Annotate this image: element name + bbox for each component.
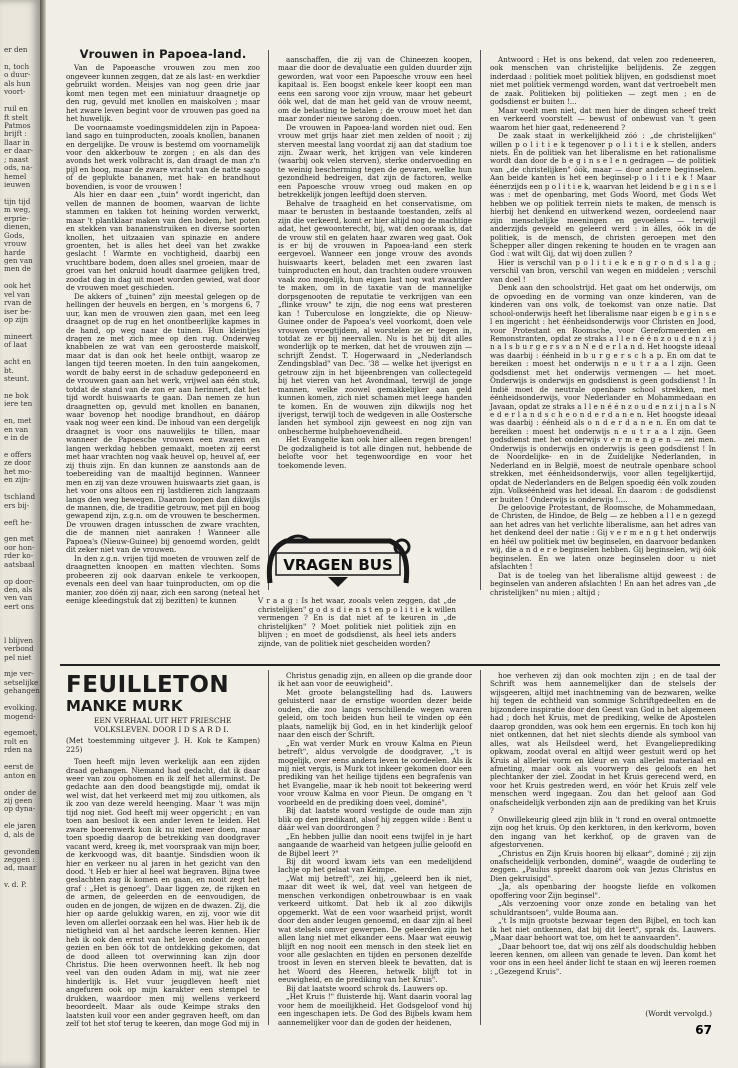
previous-page-line: en zijn-	[4, 475, 31, 485]
vragenbus-logo	[258, 527, 418, 593]
story-paragraph: „En hebben jullie dan nooit eens twijfel in je hart aangaande de waarheid van hetgeen jullie geloofd en de Bijbel leert ?"	[278, 831, 472, 858]
previous-page-line: e offers	[4, 450, 32, 459]
article-paragraph: Behalve de traagheid en het conservatisme, om maar te berusten in bestaande toestanden, zelfs al zijn die verkeerd, komt er hier altijd nog de machtige adat, het gewoonterecht, bij, wat den ooraak is, dat de vrouw stil en gelaten haar zwaren weg gaat. Ook is er bij de vrouwen in Papoea-land een sterk eergevoel. Wanneer een jonge vrouw des avonds huiswaarts keert, beladen met een zwaren last tuinproducten en hout, dan trachten oudere vrouwen vaak zoo mogelijk, hun eigen last nog wat zwaarder te maken, om in de taxatie van de mannelijke dorpsgenooten de reputatie te verkrijgen van een „flinke vrouw" te zijn, die nog eens wat presteren kan ! Tuberculose en longziekte, die op Nieuw-Guinee onder de Papoea's veel voorkomt, doen vele vrouwen vroegtijdem, al worstelen ze er tegen in, totdat ze er bij neervallen. Nu is het bij dit alles wonderlijk op te merken, dat het de vrouwen zijn — schrijft Zendst. T. Hogerwaard in „Nederlandsch Zendingsblad" van Dec. '38 — welke het ijverigst en getrouw zijn in het bijeenbrengen van collectegeld bij het vieren van het Avondmaal, terwijl de jonge mannen, welke zoowel gemakkelijker aan geld kunnen komen, zich niet schamen met leege handen te komen. En de wouwen zijn dikwijls nog het ijverigst, terwijl toch de wedgeven in alle Oostersche landen het symbool zijn geweest en nog zijn van onbescherme hulpbehoevendheid.	[278, 198, 472, 436]
previous-page-line: als hun	[4, 78, 31, 88]
previous-page-line: eerst de	[4, 762, 34, 772]
previous-page-line: eeft he-	[4, 517, 32, 527]
previous-page-line	[4, 611, 40, 619]
column-rule	[480, 670, 481, 1025]
previous-page-line: ers bij-	[4, 500, 30, 510]
previous-page-line: er den	[4, 45, 28, 54]
previous-page-line: op dyna-	[4, 804, 36, 814]
previous-page-line: steunt.	[4, 374, 30, 384]
story-paragraph: Bij dat laatste woord vestigde de oude man zijn blik op den predikant, alsof hij zeggen wilde : Bent u dáár wel van doordrongen ?	[278, 806, 472, 833]
previous-page-line: mogend-	[4, 711, 36, 721]
answer-paragraph: Maar voelt men niet, dat men hier de dingen scheef trekt en verkeerd voorstelt — bewust of onbewust van 't geen waarom het hier gaat, redeneerend ?	[490, 105, 716, 132]
previous-page-line: ad, maar	[4, 863, 37, 873]
story-subtitle: EEN VERHAAL UIT HET FRIESCHE VOLKSLEVEN. DOOR I D S A R D I.	[94, 716, 232, 734]
previous-page-line: zeggen :	[4, 855, 35, 864]
story-paragraph: Christus genadig zijn, en alleen op die grande door ik het aan voor de eeuwigheid".	[278, 671, 472, 689]
story-paragraph: Toen heeft mijn leven werkelijk aan een zijden draad gehangen. Niemand had gedacht, dat ik daar weer van zou ophomen en ik zelf het allerminst. De gedachte aan den dood beangstigde mij, omdat ik wel wist, dat het verkeerd met mij zou uitkomen, als ik zoo van deze wereld heenging. Maar 't was mijn tijd nog niet. God heeft mij weer opgericht ; en van toen aan besloot ik een ander leven te leiden. Het zware boerenwerk kon ik nu niet meer doen, maar toen spoedig daarop de betrekking van doodgraver vacant werd, kreeg ik, met voorspraak van mijn boer, de kerkvoogd was, dit baantje. Sindsdien woon ik hier en verkeer nu al jaren in het gezicht van den dood. 't Heb er hier al heel wat begraven. Bijna twee geslachten zag ik komen en gaan, en nooit zegt het graf : „Het is genoeg". Daar liggen ze, de rijken en de armen, de geleerden en de eenvoudigen, de ouden en de jongen, de wijzen en de dwazen. Zij, die hier op aarde gelukkig waren, en zij, voor wie dit leven om allerlei oorzaak een hel was. Hier heb ik de nietigheid van al het aardsche leeren kennen. Hier heb ik ook den ernst van het leven onder de oogen gezien en ben óók tot de ontdekking gekomen, dat de dood alleen tot overwinning kan zijn door Christus. Die heen overwonnen heeft. Ik heb nog veel van den ouden Adam in mij, wat nie zeer hinderlijk is. Het vuur jeugdleven heeft niet angefuren ook op mijn karakter een stempel te drukken, waardoor men mij wellens verkeerd beoordeelt. Maar als oude Keimpe straks den laatsten kuil voor een ander gegraven heeft, om dan zelf tot het stof terug te keeren, dan moge God mij in	[66, 757, 260, 1029]
previous-page-line: d, als de	[4, 829, 35, 839]
previous-page-line: v. d. P.	[4, 880, 27, 890]
previous-page-line: anton en	[4, 770, 36, 780]
previous-page-line: tschland	[4, 492, 36, 502]
previous-page-line: ods, na-	[4, 163, 33, 173]
previous-page-line: gehangen	[4, 686, 40, 696]
previous-page-line	[4, 620, 40, 628]
story-paragraph: „Ja, als openbaring der hoogste liefde en volkomen opoffering voor Zijn beginsel".	[490, 882, 716, 900]
answer-paragraph: Denk aan den schoolstrijd. Het gaat om het onderwijs, om de opvoeding en de vorming van onze kinderen, van de kinderen van ons volk, de toekomst van onze natie. Dat school-onderwijs heeft het liberalisme naar eigen b e g i n s e l en ingericht : het éénheidsonderwijs voor Christen en Jood, voor Protestant en Roomsche, voor Gereformeerden en Remonstranten, opdat ze straks a l l e n é é n z o u d e n z i j n a l s b u r g e r s v a n N e d e r l a n d. Het hoogste ideaal was daarbij : éénheid in b u r g e r s c h a p. En om dat te bereiken : moest het onderwijs n e u t r a a l zijn. Geen godsdienst met het onderwijs vermengen — het moet. Onderwijs is onderwijs en godsdienst is geen godsdienst ! In Indië moet de neutrale openbare school strekken, met éénheidsonderwijs, voor Nederlander en Mohammedaan en Javaan, opdat ze straks a l l e n é é n z o u d e n z i j n a l s N e d e r l a n d s c h e o n d e r d a n e n. Het hoogste ideaal was daarbij : éénheid als o n d e r d a n e n. En om dat te bereiken : moest het onderwijs n e u t r a a l zijn. Geen godsdienst met het onderwijs v e r m e n g e n — zei men. Onderwijs is onderwijs en onderwijs is geen godsdienst ! In de Noordelijke- en in de Zuidelijke Nederlanden, in Nederland en in België, moest de neutrale openbare school strekken, met éénheidsonderwijs, voor allen tegelijkertijd, opdat de Nederlanders en de Belgen spoedig één volk zouden zijn. Volkséénheid was het ideaal. En daarom : de godsdienst er buiten ! Onderwijs is onderwijs !....	[490, 283, 716, 504]
vragenbus-question	[258, 597, 456, 649]
previous-page-line: Patmos	[4, 120, 31, 130]
previous-page-line: vel van	[4, 289, 30, 299]
previous-page-line: tijn tijd	[4, 196, 31, 206]
magazine-page	[46, 0, 738, 1068]
vragenbus-logo-text: VRAGEN BUS	[283, 556, 393, 574]
previous-page-line: oor hon-	[4, 542, 35, 552]
previous-page-line: dienen,	[4, 222, 31, 232]
previous-page-line: op door-	[4, 576, 35, 586]
previous-page-line: rden na	[4, 745, 33, 755]
previous-page-line: o duur-	[4, 70, 31, 80]
previous-page-line: eert ons	[4, 601, 34, 611]
previous-page-line: l blijven	[4, 635, 33, 645]
answer-paragraph: Hier is verschil van p o l i t i e k e n g r o n d s l a g ; verschil van bron, verschil van wegen en middelen ; verschil van doel !	[490, 257, 716, 284]
previous-page-line: iere ten	[4, 399, 33, 409]
section-rule	[60, 664, 720, 666]
previous-page-line: rvan de	[4, 298, 32, 308]
story-paragraph: „'t Is mijn grootste bezwaar tegen den Bijbel, en toch kan ik het niet ontkennen, dat bij dit leert", sprak ds. Lauwers. „Maar daar behoort wat toe, om het te aanvaarden".	[490, 916, 716, 943]
previous-page-line: harde	[4, 247, 26, 257]
previous-page-text	[0, 0, 40, 890]
feuilleton-column-1	[66, 672, 260, 1038]
story-paragraph: Onwillekeurig gleed zijn blik in 't rond en overal ontmoette zijn oog het kruis. Op den kerktoren, in den kerkvorm, boven den ingang van het kerkhof, op de graven van de afgestorvenen.	[490, 814, 716, 850]
answer-column	[490, 56, 716, 652]
previous-page-line: er daar-	[4, 146, 34, 156]
publisher-note: (Met toestemming uitgever J. H. Kok te Kampen) 225)	[66, 736, 260, 754]
article-paragraph: In den z.g.n. vrijen tijd moeten de vrouwen zelf de draagnetten knoopen en matten vlechten. Soms probeeren zij ook daarvan enkele te verkoopen, evenals een deel van haar tuinproducten, om op die manier, zoo dóén zij naar, zich een sarong (neteal het eenige kleedingstuk dat zij bezitten) te kunnen	[66, 553, 260, 605]
previous-page-line: egemoet,	[4, 728, 38, 738]
previous-page-line: pel niet	[4, 652, 32, 662]
previous-page-line: zij geen	[4, 795, 33, 805]
answer-paragraph: Dat is de toeleg van het liberalisme altijd geweest : de beginselen van anderen afslachten ! En aan het adres van „de christelijken" nu mien ; altijd ;	[490, 570, 716, 597]
previous-page-line: den, als	[4, 585, 33, 594]
previous-page-line: voort-	[4, 87, 26, 97]
article-column-2	[278, 56, 472, 511]
previous-page-line: mineert	[4, 331, 33, 341]
previous-page-line: erprie-	[4, 213, 29, 223]
article-paragraph: De voornaamste voedingsmiddelen zijn in Papoea-land sago en tuinproducten, zooals knollen, bananen en dergelijke. De vrouw is bestemd om voornamelijk voor den akkerbouw te zorgen ; en als dan des avonds het werk volbracht is, dan draagt de man z'n pijl en boog, maar de zware vracht van de natte sago of de geplukte bananen, met hak- en brandhout bovendien, is voor de vrouwen !	[66, 122, 260, 191]
previous-page-line: en van	[4, 424, 29, 434]
previous-page-line: ze door	[4, 458, 32, 468]
previous-page-line: n, toch	[4, 61, 30, 71]
previous-page-line: ele jaren	[4, 821, 36, 831]
previous-page-line: llaar in	[4, 137, 30, 147]
story-paragraph: „Daar behoort toe, dat wij ons zélf als doodschuldig hebben leeren kennen, om alleen van genade te leven. Dan komt het voor ons in een heel ánder licht te staan en wij leeren roemen : „Gezegend Kruis".	[490, 941, 716, 976]
previous-page-line: rder ko-	[4, 551, 34, 561]
previous-page-line: men de	[4, 264, 31, 274]
story-paragraph: „Als verzoening voor onze zonde en betaling van het schuldrantsoen", vulde Bouma aan.	[490, 899, 716, 917]
previous-page-line: verbond	[4, 644, 34, 654]
previous-page-line: gen van	[4, 255, 33, 265]
story-paragraph: „Het Kruis !" fluisterde hij. Want daarin vooral lag voor hem de moeilijkheid. Het Godsgeloof vond hij een ingeschapen iets. De God des Bijbels kwam hem aannemelijker voor dan de goden der heidenen,	[278, 992, 472, 1027]
answer-paragraph: Antwoord : Het is ons bekend, dat velen zoo redeneeren, ook menschen van christelijke belijdenis. Ze zeggen inderdaad : politiek moet politiek blijven, en godsdienst moet niet met politiek vermengd worden, want dat vertroebelt men de zaak. Politieken bij politieken — zegt men ; en de godsdienst er buiten !...	[490, 55, 716, 107]
previous-page-line: brijft :	[4, 129, 27, 139]
story-title: MANKE MURK	[66, 697, 183, 715]
continued-note: (Wordt vervolgd.)	[645, 1009, 712, 1018]
previous-page-line: aatsbaal	[4, 559, 35, 569]
previous-page-line: ook het	[4, 281, 32, 291]
previous-page-line: op zijn	[4, 315, 29, 324]
previous-page-line: ne bok	[4, 390, 29, 400]
story-paragraph: „Wat mij betreft", zei hij, „geleerd ben ik niet, maar dit weet ik wel, dat veel van hetgeen de menschen verkondigen onbetrouwbaar is en vaak verkeerd uitkomt. Dat heb ik al zoo dikwijls opgemerkt. Wat de een voor waarheid prijst, wordt door den ander leugen genoemd, en daar zijn al heel wat stelsels omver gewerpen. De geleerden zijn het allen lang niet met elkander eens. Maar wat eeuwig blijft en nog nooit een mensch in den steek liet en voor alle geslachten en tijden en personen dezelfde troost in leven en sterven bleek te bevatten, dat is het Woord des Heeren, hetwelk blijft tot in eeuwigheid, en de prediking van het Kruis".	[278, 873, 472, 985]
feuilleton-column-2	[278, 672, 472, 1027]
answer-paragraph: De geloovige Protestant, de Roomsche, de Mohammedaan, de Christen, de Hindoe, de Belg — ze hebben a l l e n gezegd aan het adres van het verlichte liberalisme, aan het adres van het denkend deel der natie : Gij v e r m e n g t het onderwijs en héél uw politiek met úw beginselen, en daarvoor bedanken wij, die a n d e r e beginselen hebben. Gij beginselen, wij óók beginselen. En we laten onze beginselen door u niet afslachten !	[490, 503, 716, 572]
article-paragraph: Van de Papoeasche vrouwen zou men zoo ongeveer kunnen zeggen, dat ze als last- en werkdier gebruikt worden. Meisjes van nog geen drie jaar komt men tegen met een miniatuur draagnetje op den rug, gevuld met knollen en maiskolven ; maar het zware leven begint voor de vrouwen pas goed na het huwelijk.	[66, 63, 260, 124]
article-title: Vrouwen in Papoea-land.	[79, 47, 247, 61]
previous-page-line: gen met	[4, 534, 34, 544]
feuilleton-header: FEUILLETON	[66, 672, 230, 698]
column-rule	[268, 50, 269, 590]
previous-page-line: ven van	[4, 593, 33, 603]
previous-page-line: rolt en	[4, 736, 29, 746]
previous-page-line: bt.	[4, 365, 14, 375]
previous-page-line: of laat	[4, 340, 28, 350]
story-paragraph: hoe verheven zij dan ook mochten zijn ; en de taal der Schrift was hem aannemelijker dan de stelsels der wijsgeeren, altijd met inachtneming van de bezwaren, welke hij tegen de echtheid van sommige Schriftgedeelten en de bijzondere inspiratie door den Geest van God in het algemeen had ; doch het Kruis, met de prediking, welke de Apostelen daarop grondden, was ook hem een ergernis. En toch kon hij niet ontkennen, dat het niet slechts diende als symbool van alles, wat als Heilsdeel werd, het Evangelieprediking opkwam, zoodat overal en altijd weer gestuit werd op het Kruis al allerlei vorm en kleur en van allerlei materiaal en afmeting, maar ook als voorwerp des geloofs en het plechtanker der ziel. Zoodat in het Kruis gerecend werd, en voor het Kruis gestreden werd, en vóór het Kruis zelf vele menschen werd ingegaan. Zou dan het geloof aan God onafscheidelijk verbonden zijn aan de prediking van het Kruis ?	[490, 671, 716, 816]
article-paragraph: De vrouwen in Papoea-land worden niet oud. Een vrouw met grijs haar ziet men zelden of nooit ; zij sterven meestal lang voordat zij aan dat stadium toe zijn. Zwaar werk, het krijgen van vele kinderen (waarbij ook velen sterven), sterke ondervoeding en te weinig bescherming tegen de gevaren, welke hun gezondheid bedreigen, dat zijn de factoren, welke een Papoesche vrouw vroeg oud maken en op betrekkelijk jongen leeftijd doen sterven.	[278, 122, 472, 200]
previous-page-line: het mo-	[4, 466, 32, 476]
previous-page-line: acht en	[4, 357, 31, 367]
previous-page-line: onder de	[4, 787, 37, 797]
previous-page-line: e in de	[4, 433, 29, 443]
story-paragraph: Bij dit woord kwam iets van een medelijdend lachje op het gelaat van Keimpe.	[278, 856, 472, 875]
previous-page-line: hemel	[4, 171, 27, 181]
story-paragraph: „Christus en Zijn Kruis hooren bij elkaar", dominé ; zij zijn onafscheidelijk verbonden, dominé", waagde de ouderling te zeggen. „Paulus spreekt daarom ook van Jezus Christus en Dien gekruisigd".	[490, 848, 716, 883]
column-rule	[480, 50, 481, 590]
article-paragraph: Als hier en daar een „tuin" wordt ingericht, dan vellen de mannen de boomen, waarvan de lichte stammen en takken tot heining worden verwerkt, maar 't plantklaar maken van den bodem, het poten en stekken van bananenstruiken en diverse soorten knollen, het uitzaaien van spinazie en andere groenten, het is alles het deel van het zwakke geslacht ! Warmte en vochtigheid, daarbij een vruchtbare bodem, doen alles snel groeien, maar de groei van het onkruid houdt daarmee gelijken tred, zoodat dag in dag uit moet worden gewied, wat door de vrouwen moet geschieden.	[66, 190, 260, 293]
story-paragraph: Met groote belangstelling had ds. Lauwers geluisterd naar de ernstige woorden dezer beide ouden, die zoo langs verschillende wegen waren geleid, om toch beiden hun heil te vinden op één plaats, namelijk bij God, en in het kinderlijk geloof naar den eisch der Schrift.	[278, 687, 472, 740]
previous-page-line: ft stelt	[4, 112, 28, 122]
previous-page-line: m weg,	[4, 205, 31, 215]
article-paragraph: aanschaffen, die zij van de Chineezen koopen, maar die door de devaluatie een gulden duurder zijn geworden, wat voor een Papoesche vrouw een heel kapitaal is. Een boogst enkele keer koopt een man eens een sarong voor zijn vrouw, maar het gebeurt óók wel, dat de man het geld van de vrouw neemt, om de belasting te betalen ; de vrouw moet het dan maar zonder nieuwe sarong doen.	[278, 55, 472, 124]
previous-page-line: Gods,	[4, 230, 25, 240]
previous-page-line: ruil en	[4, 104, 28, 114]
article-paragraph: Het Evangelie kan ook hier alleen regen brengen! De godzaligheid is tot alle dingen nut, hebbende de belofte voor het tegenwoordige en voor het toekomende leven.	[278, 435, 472, 470]
article-paragraph: De akkers of „tuinen" zijn meestal gelegen op de hellingen der heuvels en bergen, en 's morgens 6, 7 uur, kan men de vrouwen zien gaan, met een leeg draagnet op de rug en het onontbeerlijke kapmes in de hand, op weg naar de tuinen. Hun kleintjes dragen ze met zich mee op den rug. Onderweg knabbelen ze wat van een geroosterde maiskolf, maar dat is dan ook het heele ontbijt, waarop ze langen tijd teeren moeten. In den tuin aangekomen, wordt de baby eerst in de schaduw gedeponeerd en de vrouwen gaan aan het werk, vrijwel aan één stuk, totdat de stand van de zon er aan herinnert, dat het tijd wordt huiswaarts te gaan. Dan nemen ze hun draagnetten op, gevuld met knollen en bananen, waar bovenop het noodige brandhout, en dáárop vaak nog weer een kind. De inhoud van een dergelijk draagnet is voor ons nauwelijks te tillen, maar wanneer de Papoesche vrouwen een zwaren en langen werkdag hebben gemaakt, moeten zij eerst met haar vrachten nog vaak heuvel op, heuvel af, eer zij thuis zijn. En dan kunnen ze aanstonds aan de toebereiding van de maaltijd beginnen. Wanneer men en zij van deze vrouwen huiswaarts ziet gaan, is het voor ons altoos een rij lastdieren zich langzaam langs den weg bewegen. Daarom loopen dan dikwijls de mannen, die, de traditie getrouw, met pijl en boog gewapend zijn, z.g.n. om de vrouwen te beschermen. De vrouwen dragen intusschen de zware vrachten, die de mannen niet aanraken ! Wanneer alle Papoea's (Nieuw-Guinee) bij genoemd worden, geldt dit zeker niet van de vrouwen.	[66, 291, 260, 555]
previous-page-line: vrouw	[4, 239, 27, 249]
question-text: V r a a g : Is het waar, zooals velen zeggen, dat „de christelijken" g o d s d i e n s t en p o l i t i e k willen vermengen ? En is dat niet af te keuren in „de christelijken" ? Moet politiek niet politiek zijn en blijven ; en moet de godsdienst, als heel iets anders zijnde, van de politiek niet gescheiden worden?	[258, 596, 456, 648]
previous-page-line: ieuwen	[4, 180, 31, 189]
previous-page-line: evolking.	[4, 703, 38, 713]
previous-page-line: mje ver-	[4, 669, 34, 679]
page-number: 67	[695, 1023, 712, 1037]
previous-page-line: en, met	[4, 416, 32, 426]
previous-page-line: iser be-	[4, 306, 32, 316]
answer-paragraph: De zaak staat in werkelijkheid zóó : „de christelijken" willen p o l i t i e k tegenover p o l i t i e k stellen, anders niets. En de politiek van het liberalisme en het rationalisme wordt dan door de b e g i n s e l e n gedragen — de politiek van „de christelijken" óók, maar — door andere beginselen. Aan beide kanten is het een beginsel-p o l i t i e k ! Maar éénerzijds een p o l i t i e k, waarvan het leidend b e g i n s e l was : met de openbaring, met Gods Woord, met Gods Wet hebben we op politiek terrein niets te maken, de mensch is hierbij het denkend en uitwerkend wezen, oordeelend naar zijn menschelijke meeningen en gevoelens — terwijl anderzijds geveeld en geleerd werd : in álles, óók in de politiek, is de mensch, de christen geroepen met den Schepper aller dingen rekening te houden en te vragen aan God : wat wilt Gij, dat wij doen zullen ?	[490, 131, 716, 259]
story-paragraph: „En wat verder Murk en vrouw Kalma en Pieun betreft", aldus vervolgde de doodgraver, „'t is mogelijk, over eens andera leven te oordeelen. Als ik mij niet vergis, is Murk tot inkeer gekomen door een prediking van het heilige tijdens een begrafenis van het Evangelie, maar ik heb nooit tot bekeering werd voor vrouw Kalma en voor Pieun. De omgang en 't voorbeeld en de prediking doen veel, dominé".	[278, 738, 472, 807]
previous-page-edge	[0, 0, 40, 1068]
previous-page-line: ; naast	[4, 154, 29, 164]
previous-page-line: gevonden	[4, 846, 40, 856]
story-paragraph: Bij dat laatste woord schrok ds. Lauwers op.	[286, 983, 448, 993]
article-column-1	[66, 47, 260, 605]
feuilleton-column-3	[490, 672, 716, 1006]
previous-page-line: setselijke	[4, 677, 39, 687]
column-rule	[268, 670, 269, 1025]
